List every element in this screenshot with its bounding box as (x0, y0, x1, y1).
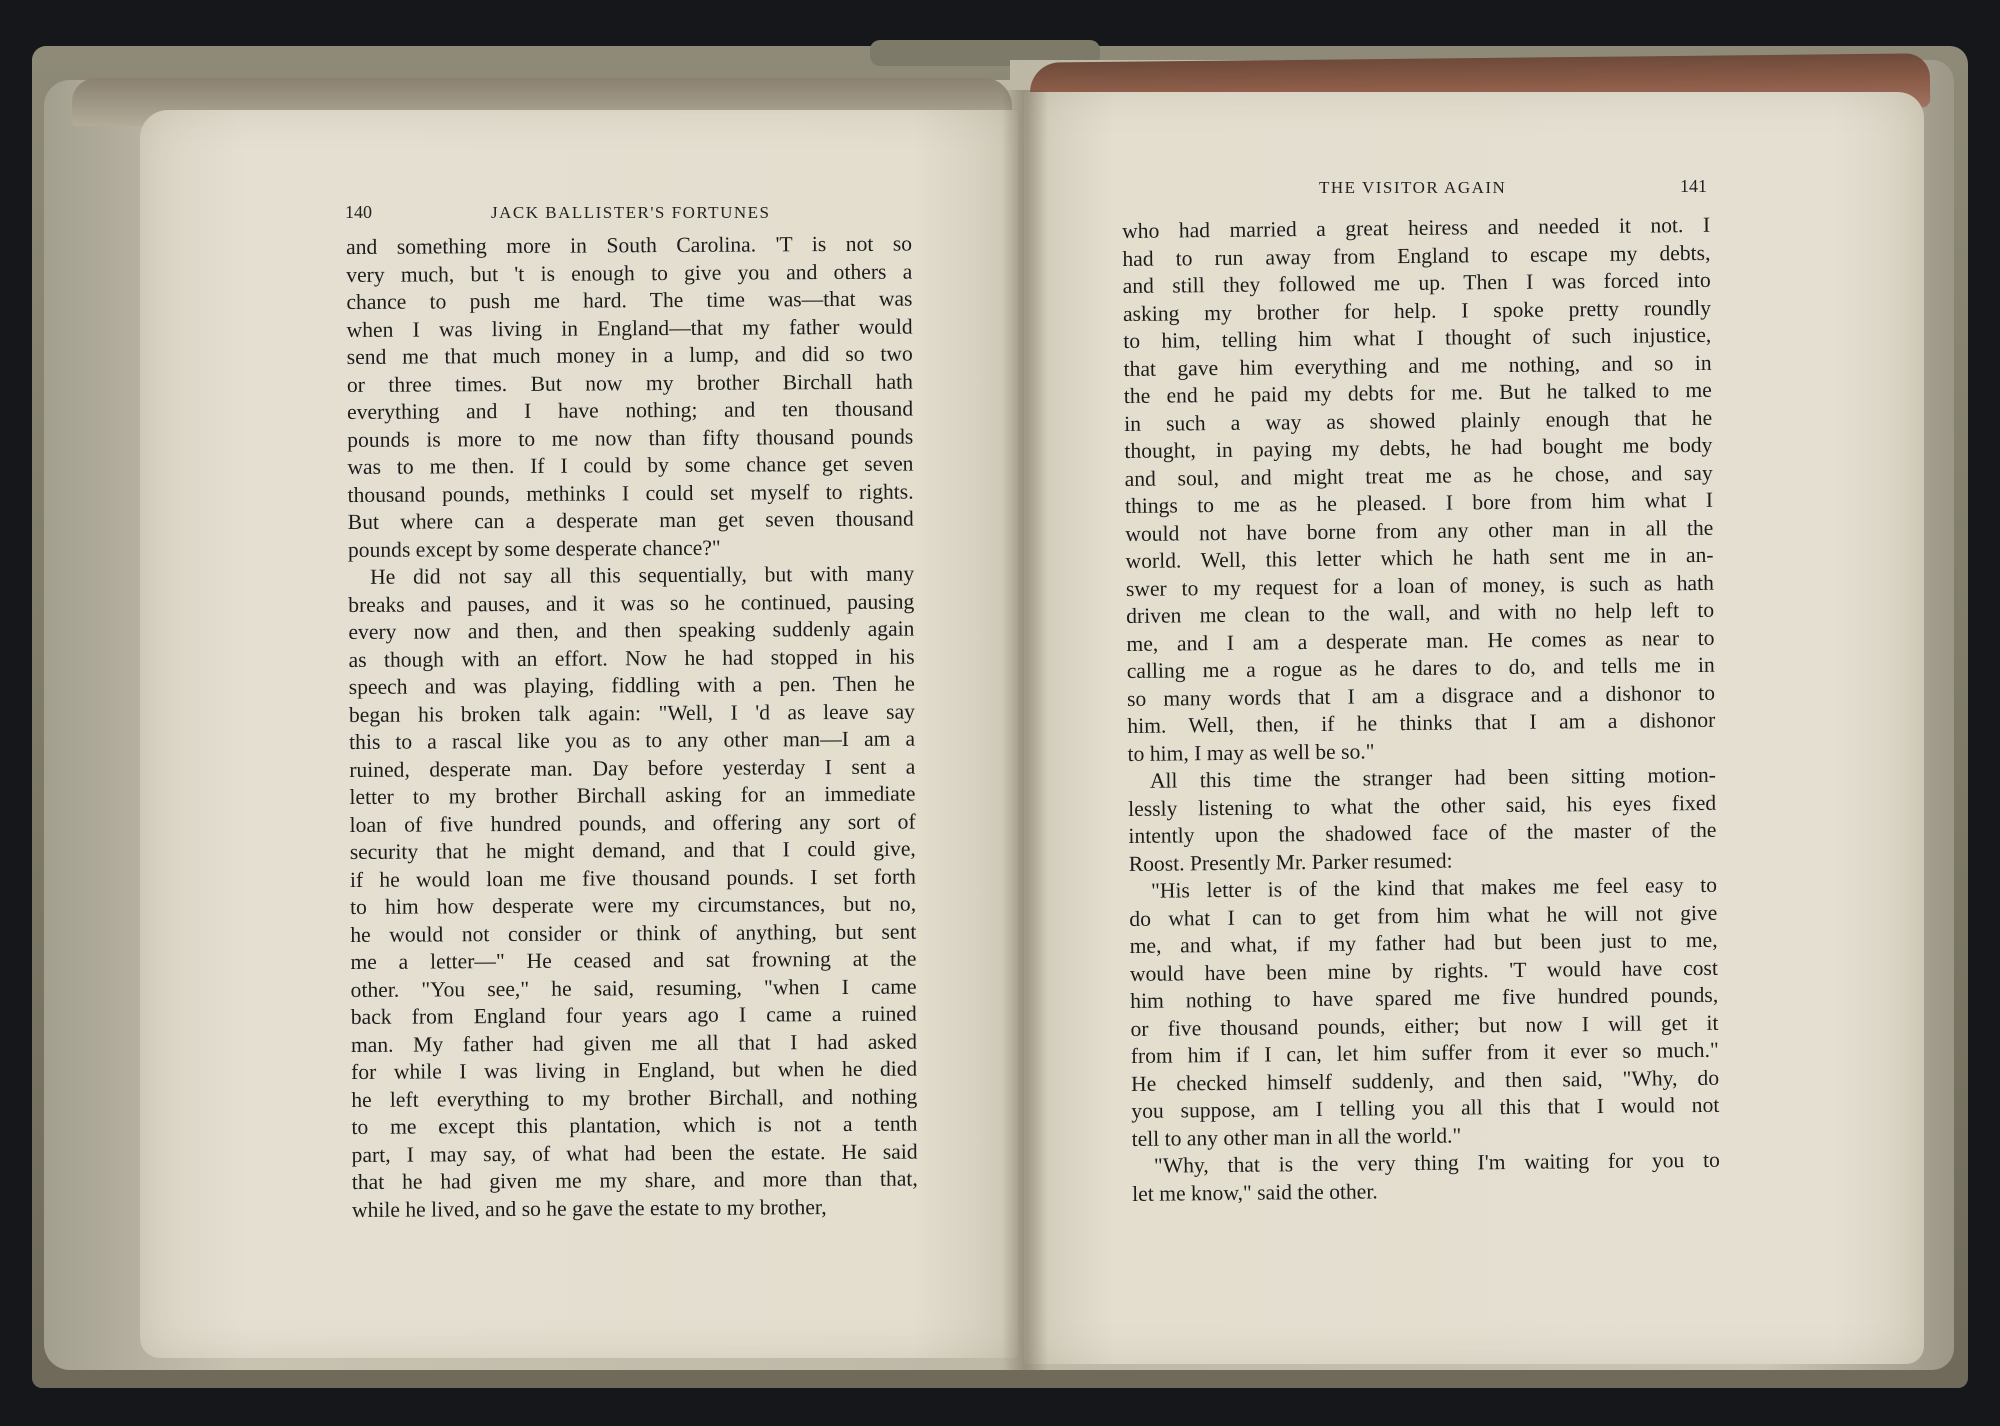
right-page-number: 141 (1680, 176, 1707, 196)
text-line: breaks and pauses, and it was so he continued, pausing (348, 589, 915, 617)
text-line: thousand pounds, methinks I could set myself to rights. (347, 479, 914, 507)
right-running-head: THE VISITOR AGAIN (1319, 178, 1507, 197)
text-line: the end he paid my debts for me. But he talked to me (1123, 377, 1712, 408)
text-line: everything and I have nothing; and ten thousand (347, 396, 914, 424)
text-line: do what I can to get from him what he will not give (1129, 900, 1718, 931)
text-line: he left everything to my brother Birchall, and nothing (351, 1084, 918, 1112)
text-line: driven me clean to the wall, and with no help left to (1126, 597, 1715, 628)
text-line: to him, I may as well be so." (1127, 738, 1375, 766)
text-line: things to me as he pleased. I bore from him what I (1124, 487, 1714, 518)
left-page (140, 110, 1018, 1358)
text-line: in such a way as showed plainly enough that he (1124, 405, 1713, 436)
text-line: was to me then. If I could by some chance get seven (347, 451, 914, 479)
right-page-body (1122, 212, 1720, 1208)
text-line: so many words that I am a disgrace and a dishonor to (1126, 680, 1716, 711)
left-page-body (346, 231, 918, 1224)
text-line: when I was living in England—that my father would (346, 314, 913, 342)
text-line: began his broken talk again: "Well, I 'd as leave say (348, 699, 915, 727)
text-line: that he had given me my share, and more than that, (351, 1166, 918, 1194)
text-line: this to a rascal like you as to any other man—I am a (349, 726, 916, 754)
text-line: me, and I am a desperate man. He comes as near to (1126, 625, 1715, 656)
text-line: or three times. But now my brother Birchall hath (346, 369, 913, 397)
text-line: tell to any other man in all the world." (1131, 1122, 1462, 1151)
text-line: man. My father had given me all that I had asked (350, 1029, 918, 1057)
text-line: him. Well, then, if he thinks that I am a dishonor (1127, 707, 1716, 738)
left-running-head: JACK BALLISTER'S FORTUNES (491, 203, 771, 222)
text-line: who had married a great heiress and needed it not. I (1122, 212, 1711, 243)
text-line: him nothing to have spared me five hundred pounds, (1130, 982, 1719, 1013)
text-line: swer to my request for a loan of money, is such as hath (1125, 570, 1714, 601)
text-line: "Why, that is the very thing I'm waiting for you to (1153, 1147, 1721, 1178)
right-page (1024, 92, 1924, 1364)
text-line: would not have borne from any other man in all the (1125, 515, 1714, 546)
text-line: back from England four years ago I came a ruined (350, 1001, 917, 1029)
text-line: Roost. Presently Mr. Parker resumed: (1128, 848, 1453, 876)
text-line: asking my brother for help. I spoke pretty roundly (1122, 295, 1712, 326)
text-line: All this time the stranger had been sitting motion- (1149, 762, 1716, 793)
text-line: But where can a desperate man get seven thousand (347, 506, 914, 534)
text-line: if he would loan me five thousand pounds. I set forth (349, 864, 917, 892)
text-line: and something more in South Carolina. 'T is not so (346, 231, 913, 259)
book-gutter (1002, 90, 1048, 1370)
text-line: from him if I can, let him suffer from it ever so much." (1130, 1037, 1719, 1068)
text-line: for while I was living in England, but when he died (351, 1056, 918, 1084)
text-line: loan of five hundred pounds, and offering any sort of (349, 809, 916, 837)
text-line: letter to my brother Birchall asking for an immediate (349, 781, 916, 809)
text-line: to him, telling him what I thought of such injustice, (1123, 322, 1712, 353)
text-line: speech and was playing, fiddling with a pen. Then he (348, 671, 915, 699)
text-line: He did not say all this sequentially, but with many (370, 561, 915, 589)
text-line: would have been mine by rights. 'T would have cost (1129, 955, 1719, 986)
text-line: to him how desperate were my circumstances, but no, (350, 891, 917, 919)
text-line: world. Well, this letter which he hath sent me in an- (1125, 542, 1714, 573)
left-page-number: 140 (345, 202, 372, 222)
text-line: other. "You see," he said, resuming, "when I came (350, 974, 917, 1002)
text-line: lessly listening to what the other said, his eyes fixed (1128, 790, 1717, 821)
text-line: every now and then, and then speaking suddenly again (348, 616, 915, 644)
text-line: to me except this plantation, which is not a tenth (351, 1111, 918, 1139)
text-line: as though with an effort. Now he had stopped in his (348, 644, 915, 672)
text-line: and soul, and might treat me as he chose, and say (1124, 460, 1713, 491)
text-line: security that he might demand, and that I could give, (349, 836, 916, 864)
text-line: very much, but 't is enough to give you and others a (346, 259, 913, 287)
text-line: had to run away from England to escape my debts, (1122, 240, 1711, 271)
text-line: calling me a rogue as he dares to do, and tells me in (1126, 652, 1715, 683)
text-line: "His letter is of the kind that makes me feel easy to (1150, 872, 1718, 903)
text-line: he would not consider or think of anything, but sent (350, 919, 917, 947)
text-line: let me know," said the other. (1132, 1178, 1378, 1206)
text-line: or five thousand pounds, either; but now I will get it (1130, 1010, 1719, 1041)
text-line: part, I may say, of what had been the estate. He said (351, 1139, 918, 1167)
text-line: and still they followed me up. Then I was forced into (1122, 267, 1711, 298)
text-line: that gave him everything and me nothing, and so in (1123, 350, 1712, 381)
text-line: ruined, desperate man. Day before yesterday I sent a (349, 754, 916, 782)
text-line: send me that much money in a lump, and did so two (346, 341, 913, 369)
text-line: me, and what, if my father had but been just to me, (1129, 927, 1718, 958)
text-line: He checked himself suddenly, and then said, "Why, do (1130, 1065, 1720, 1096)
text-line: pounds is more to me now than fifty thousand pounds (347, 424, 914, 452)
text-line: intently upon the shadowed face of the master of the (1128, 817, 1717, 848)
text-line: chance to push me hard. The time was—that was (346, 286, 913, 314)
text-line: me a letter—" He ceased and sat frowning at the (350, 946, 917, 974)
text-line: thought, in paying my debts, he had bought me body (1124, 432, 1713, 463)
text-line: while he lived, and so he gave the estate to my brother, (351, 1194, 827, 1222)
text-line: you suppose, am I telling you all this that I would not (1131, 1092, 1720, 1123)
text-line: pounds except by some desperate chance?" (347, 535, 721, 562)
